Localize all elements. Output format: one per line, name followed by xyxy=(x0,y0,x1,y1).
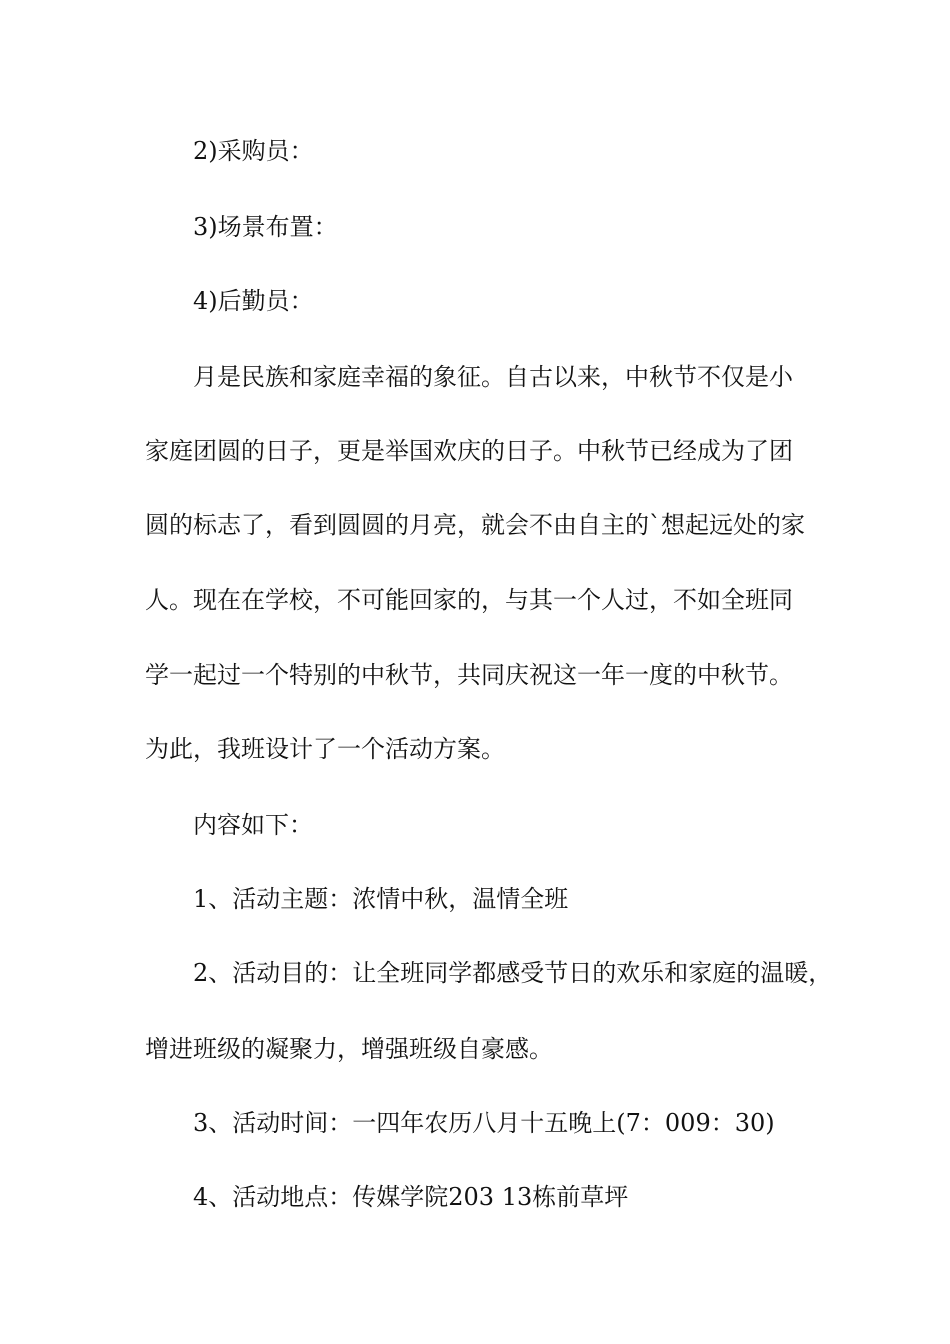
paragraph-line: 家庭团圆的日子，更是举国欢庆的日子。中秋节已经成为了团 xyxy=(145,437,793,465)
activity-purpose: 2、活动目的：让全班同学都感受节日的欢乐和家庭的温暖， xyxy=(193,959,833,987)
role-scene-setup: 3)场景布置： xyxy=(193,213,338,241)
activity-purpose-cont: 增进班级的凝聚力，增强班级自豪感。 xyxy=(145,1035,553,1063)
role-logistics: 4)后勤员： xyxy=(193,287,314,315)
paragraph-line: 学一起过一个特别的中秋节，共同庆祝这一年一度的中秋节。 xyxy=(145,661,793,689)
activity-theme: 1、活动主题：浓情中秋，温情全班 xyxy=(193,885,569,913)
activity-time: 3、活动时间：一四年农历八月十五晚上(7：009：30) xyxy=(193,1109,775,1137)
paragraph-line: 人。现在在学校，不可能回家的，与其一个人过，不如全班同 xyxy=(145,586,793,614)
paragraph-line: 为此，我班设计了一个活动方案。 xyxy=(145,735,505,763)
paragraph-line: 月是民族和家庭幸福的象征。自古以来，中秋节不仅是小 xyxy=(193,363,793,391)
activity-location: 4、活动地点：传媒学院203 13栋前草坪 xyxy=(193,1183,629,1211)
role-purchaser: 2)采购员： xyxy=(193,137,314,165)
paragraph-line: 圆的标志了，看到圆圆的月亮，就会不由自主的`想起远处的家 xyxy=(145,511,805,539)
content-heading: 内容如下： xyxy=(193,811,313,839)
